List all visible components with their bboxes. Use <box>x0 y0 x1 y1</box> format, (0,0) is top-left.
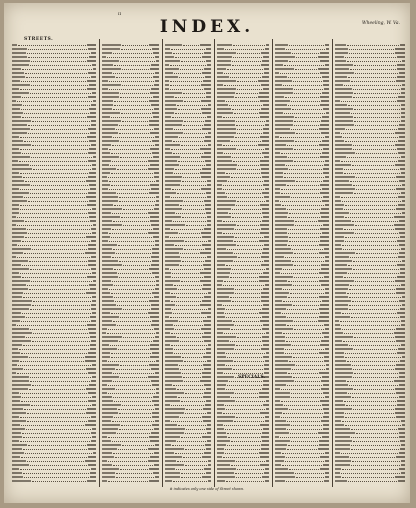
index-line <box>275 479 329 483</box>
index-column <box>217 43 269 483</box>
footnote: # indicates only one side of Street shown. <box>169 487 245 491</box>
place-name: Wheeling, W. Va. <box>361 21 400 26</box>
column-rule <box>214 39 215 487</box>
index-column <box>12 43 96 483</box>
index-line <box>165 479 211 483</box>
index-line <box>335 479 405 483</box>
column-rule <box>332 39 333 487</box>
index-column <box>102 43 159 483</box>
streets-heading: STREETS. <box>24 37 54 42</box>
column-rule <box>162 39 163 487</box>
specials-heading: SPECIALS. <box>238 375 266 380</box>
index-column <box>165 43 211 483</box>
page-title: INDEX. <box>159 17 255 37</box>
column-rule <box>99 39 100 487</box>
index-line <box>12 479 96 483</box>
index-column <box>275 43 329 483</box>
column-rule <box>272 39 273 487</box>
index-line <box>217 479 269 483</box>
index-page <box>4 3 410 503</box>
index-column <box>335 43 405 483</box>
page-number: II <box>118 11 122 16</box>
index-line <box>102 479 159 483</box>
